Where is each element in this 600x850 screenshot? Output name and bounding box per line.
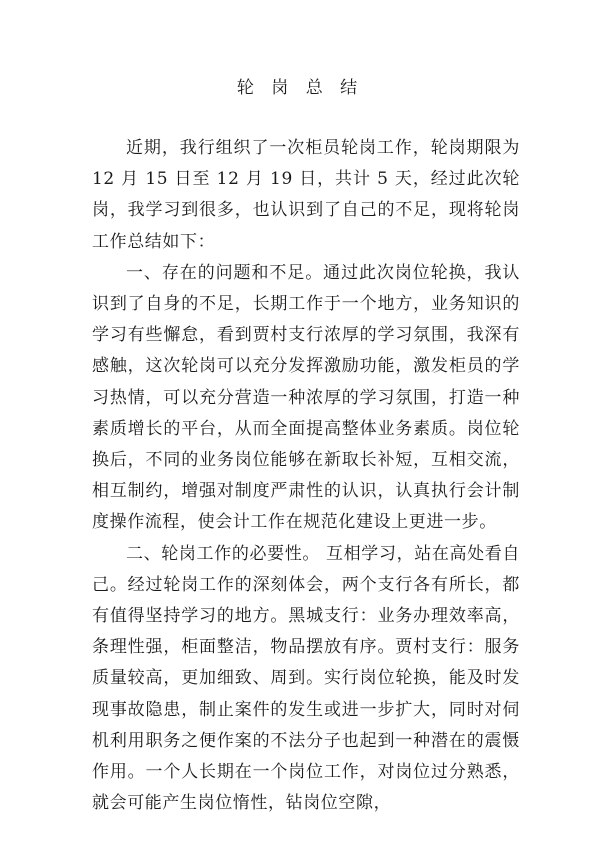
paragraph-problems: 一、存在的问题和不足。通过此次岗位轮换，我认识到了自身的不足，长期工作于一个地方，业务知识的学习有些懈怠，看到贾村支行浓厚的学习氛围，我深有感触，这次轮岗可以充分发挥激励功能，激发柜员的学习热情，可以充分营造一种浓厚的学习氛围，打造一种素质增长的平台，从而全面提高整体业务素质。岗位轮换后，不同的业务岗位能够在新取长补短，互相交流，相互制约，增强对制度严肃性的认识，认真执行会计制度操作流程，使会计工作在规范化建设上更进一步。 (92, 262, 520, 533)
document-body (92, 133, 520, 819)
paragraph-necessity: 二、轮岗工作的必要性。 互相学习，站在高处看自己。经过轮岗工作的深刻体会，两个支行各有所长，都有值得坚持学习的地方。黑城支行：业务办理效率高，条理性强，柜面整洁，物品摆放有序。贾村支行：服务质量较高，更加细致、周到。实行岗位轮换，能及时发现事故隐患，制止案件的发生或进一步扩大，同时对伺机利用职务之便作案的不法分子也起到一种潜在的震慑作用。一个人长期在一个岗位工作，对岗位过分熟悉，就会可能产生岗位惰性，钻岗位空隙， (92, 543, 520, 814)
paragraph-intro: 近期，我行组织了一次柜员轮岗工作，轮岗期限为 12 月 15 日至 12 月 19 日，共计 5 天，经过此次轮岗，我学习到很多，也认识到了自己的不足，现将轮岗工作总结如下： (92, 138, 520, 252)
document-title: 轮 岗 总 结 (236, 78, 364, 98)
